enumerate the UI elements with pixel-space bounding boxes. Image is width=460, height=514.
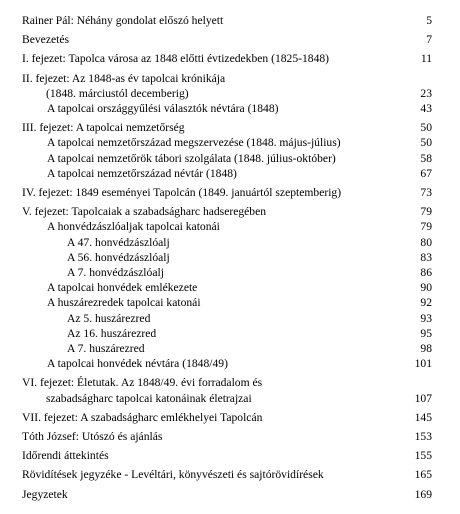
toc-entry-page-number: 98 [420, 342, 432, 356]
toc-entry-title: Rövidítések jegyzéke - Levéltári, könyvészeti és sajtórövidírések [22, 468, 324, 482]
toc-entry [22, 51, 432, 66]
toc-entry-title: VI. fejezet: Életutak. Az 1848/49. évi forradalom és [22, 376, 263, 390]
toc-entry-page-number: 153 [414, 430, 432, 444]
toc-entry-page-number: 79 [420, 205, 432, 219]
toc-entry-title: A honvédzászlóaljak tapolcai katonái [47, 220, 220, 234]
toc-entry-page-number: 67 [420, 166, 432, 180]
toc-entry-title: V. fejezet: Tapolcaiak a szabadságharc hadseregében [22, 205, 267, 219]
toc-entry [22, 13, 432, 28]
toc-entry [22, 356, 432, 371]
toc-entry [22, 185, 432, 200]
toc-entry [22, 166, 432, 181]
toc-entry-title: A tapolcai nemzetőrszázad névtár (1848) [47, 166, 237, 180]
toc-entry-title: II. fejezet: Az 1848-as év tapolcai krónikája [22, 71, 226, 85]
toc-entry [22, 448, 432, 463]
toc-entry-page-number: 90 [420, 281, 432, 295]
toc-entry-page-number: 92 [420, 296, 432, 310]
toc-entry [22, 311, 432, 326]
toc-entry-title: VII. fejezet: A szabadságharc emlékhelyei Tapolcán [22, 410, 263, 424]
toc-entry-title: Rainer Pál: Néhány gondolat előszó helyett [22, 14, 224, 27]
toc-entry-page-number: 5 [426, 14, 432, 27]
toc-entry-title: Tóth József: Utószó és ajánlás [22, 430, 163, 444]
toc-entry [22, 235, 432, 250]
toc-entry-page-number: 83 [420, 250, 432, 264]
toc-entry-page-number: 95 [420, 326, 432, 340]
toc-entry-page-number: 107 [414, 391, 432, 405]
toc-entry [22, 151, 432, 166]
toc-entry [22, 101, 432, 116]
toc-entry-page-number: 50 [420, 121, 432, 135]
toc-entry-title: Az 16. huszárezred [67, 326, 157, 340]
toc-entry-page-number: 11 [420, 52, 432, 66]
toc-entry [22, 265, 432, 280]
toc-entry-title: Az 5. huszárezred [67, 311, 151, 325]
toc-entry-page-number: 79 [420, 220, 432, 234]
toc-entry-page-number: 155 [414, 449, 432, 463]
toc-entry-title: A tapolcai honvédek emlékezete [47, 281, 198, 295]
toc-entry-title: A tapolcai nemzetőrök tábori szolgálata (1848. július-október) [47, 151, 336, 165]
toc-entry-title: A 56. honvédzászlóalj [67, 250, 170, 264]
toc-entry-page-number: 86 [420, 266, 432, 280]
toc-entry [22, 219, 432, 234]
toc-entry [22, 250, 432, 265]
toc-entry-page-number: 43 [420, 102, 432, 116]
table-of-contents [22, 13, 432, 502]
toc-entry-page-number: 165 [414, 468, 432, 482]
toc-entry-page-number: 50 [420, 136, 432, 150]
toc-entry-title: A tapolcai országgyűlési választók névtára (1848) [47, 102, 279, 116]
toc-entry-page-number: 80 [420, 235, 432, 249]
toc-entry-title: III. fejezet: A tapolcai nemzetőrség [22, 121, 185, 135]
toc-entry-title: Bevezetés [22, 33, 69, 47]
toc-entry-title-continued: szabadságharc tapolcai katonáinak életrajzai [46, 391, 252, 405]
toc-entry-title: I. fejezet: Tapolca városa az 1848 előtti évtizedekben (1825-1848) [22, 52, 330, 66]
toc-entry-page-number: 7 [426, 33, 432, 47]
toc-entry-page-number: 58 [420, 151, 432, 165]
toc-entry [22, 429, 432, 444]
toc-entry [22, 120, 432, 135]
toc-entry [22, 71, 432, 101]
toc-entry-title: A tapolcai nemzetőrszázad megszervezése (1848. május-július) [47, 136, 341, 150]
toc-entry [22, 204, 432, 219]
toc-entry-page-number: 23 [420, 86, 432, 100]
toc-entry [22, 375, 432, 405]
toc-entry-title: Jegyzetek [22, 487, 68, 501]
toc-entry-page-number: 93 [420, 311, 432, 325]
toc-entry-title: A tapolcai honvédek névtára (1848/49) [47, 357, 228, 371]
toc-entry-title-continued: (1848. márciustól decemberig) [46, 86, 189, 100]
toc-entry [22, 467, 432, 482]
toc-entry [22, 135, 432, 150]
toc-entry-title: A 7. honvédzászlóalj [67, 266, 164, 280]
toc-entry [22, 487, 432, 502]
toc-entry [22, 410, 432, 425]
toc-entry-page-number: 145 [414, 410, 432, 424]
toc-entry-title: A 47. honvédzászlóalj [67, 235, 170, 249]
toc-entry [22, 341, 432, 356]
toc-entry [22, 32, 432, 47]
toc-entry-title: Időrendi áttekintés [22, 449, 109, 463]
toc-entry-page-number: 73 [420, 186, 432, 200]
toc-entry-page-number: 101 [414, 357, 432, 371]
toc-entry-page-number: 169 [414, 487, 432, 501]
toc-entry-title: A 7. huszárezred [67, 342, 145, 356]
toc-entry [22, 280, 432, 295]
toc-entry [22, 326, 432, 341]
toc-entry [22, 295, 432, 310]
toc-entry-title: IV. fejezet: 1849 eseményei Tapolcán (1849. januártól szeptemberig) [22, 186, 342, 200]
toc-entry-title: A huszárezredek tapolcai katonái [47, 296, 201, 310]
